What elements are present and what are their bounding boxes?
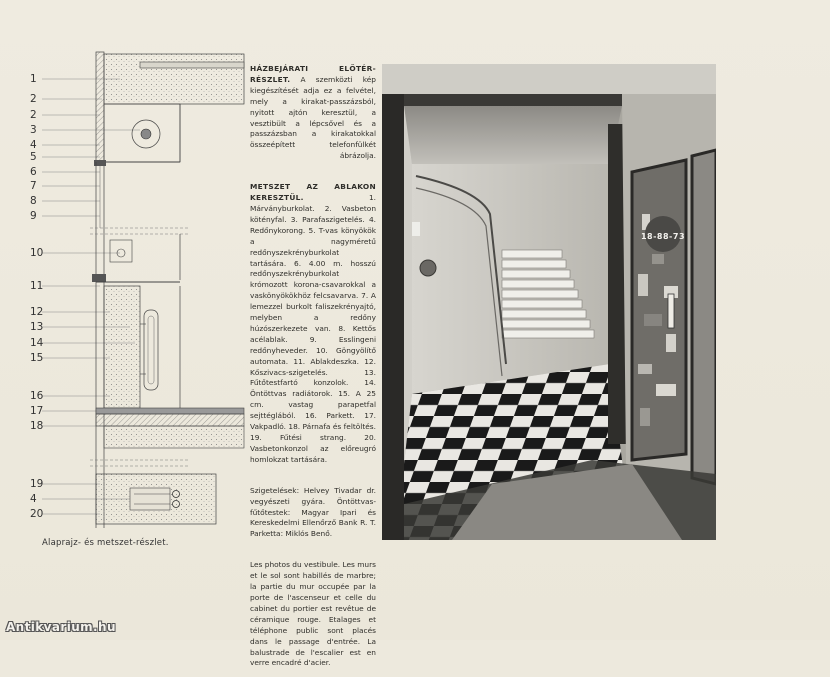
text-column xyxy=(250,64,376,677)
callout-14: 14 xyxy=(30,337,44,349)
hall-body: A szemközti kép kiegészítését adja ez a felvétel, mely a kirakat-passzázsból, nyitott ajtón keresztül, a vesztibült a lépcsővel és a passzázsban a kirakatokkal összeépített telefonfülkét ábrázolja. xyxy=(250,74,376,161)
callout-13: 13 xyxy=(30,321,44,333)
callout-12: 12 xyxy=(30,306,44,318)
section-drawing-lines xyxy=(30,48,250,548)
insulation-paragraph: Szigetelések: Helvey Tivadar dr. vegyészeti gyára. Öntöttvas-fűtőtestek: Magyar Ipari és Kereskedelmi Ellenőrző Bank R. T. Parketta: Miklós Benő. xyxy=(250,485,376,539)
callout-2a: 2 xyxy=(30,93,37,105)
callout-9: 9 xyxy=(30,210,37,222)
watermark-logo: Antikvarium.hu xyxy=(6,620,116,634)
callout-15: 15 xyxy=(30,352,44,364)
callout-4b: 4 xyxy=(30,493,37,505)
callout-20: 20 xyxy=(30,508,44,520)
vestibule-photo-illustration xyxy=(382,64,716,540)
callout-17: 17 xyxy=(30,405,44,417)
callout-8: 8 xyxy=(30,195,37,207)
vestibule-photo xyxy=(382,64,716,540)
section-body: 1. Márványburkolat. 2. Vasbeton kötényfal. 3. Parafaszigetelés. 4. Redőnykorong. 5. T-vas könyökök a nagyméretű redőnyszekrényburkolat tartására. 6. 4.00 m. hosszú redőnyszekrényburkolat krómozott korona-csavarokkal a vaskönyökökhöz felcsavarva. 7. A lemezzel burkolt faliszekrényajtó, melyben a redőny húzószerkezete van. 8. Kettős acélablak. 9. Esslingeni redőnyheveder. 10. Göngyölítő automata. 11. Ablakdeszka. 12. Kőszivacs-szigetelés. 13. Fűtőtestfartó konzolok. 14. Öntöttvas radiátorok. 15. A 25 cm. vastag parapetfal sejttéglából. 16. Parkett. 17. Vakpadló. 18. Párnafa és feltöltés. 19. Fűtési strang. 20. Vasbetonkonzol az előreugró homlokzat tartására. xyxy=(250,193,376,464)
phone-sign: 18-88-73 xyxy=(640,232,686,241)
callout-6: 6 xyxy=(30,166,37,178)
callout-10: 10 xyxy=(30,247,44,259)
callout-1: 1 xyxy=(30,73,37,85)
callout-16: 16 xyxy=(30,390,44,402)
callout-2b: 2 xyxy=(30,109,37,121)
drawing-caption: Alaprajz- és metszet-részlet. xyxy=(42,538,169,548)
section-drawing xyxy=(30,48,250,548)
callout-18: 18 xyxy=(30,420,44,432)
callout-11: 11 xyxy=(30,280,44,292)
callout-3: 3 xyxy=(30,124,37,136)
section-heading: METSZET AZ ABLAKON KERESZTÜL. xyxy=(250,182,376,203)
french-paragraph: Les photos du vestibule. Les murs et le sol sont habillés de marbre; la partie du mur occupée par la porte de l'ascenseur et celle du cabinet du portier est revêtue de céramique rouge. Etalages et téléphone public sont placés dans le passage d'entrée. La balustrade de l'escalier est en verre encadré d'acier. xyxy=(250,560,376,668)
callout-4: 4 xyxy=(30,139,37,151)
callout-5: 5 xyxy=(30,151,37,163)
callout-7: 7 xyxy=(30,180,37,192)
section-paragraph xyxy=(250,182,376,466)
callout-19: 19 xyxy=(30,478,44,490)
hall-paragraph xyxy=(250,64,376,162)
hall-heading: HÁZBEJÁRATI ELŐTÉR-RÉSZLET. xyxy=(250,64,376,84)
